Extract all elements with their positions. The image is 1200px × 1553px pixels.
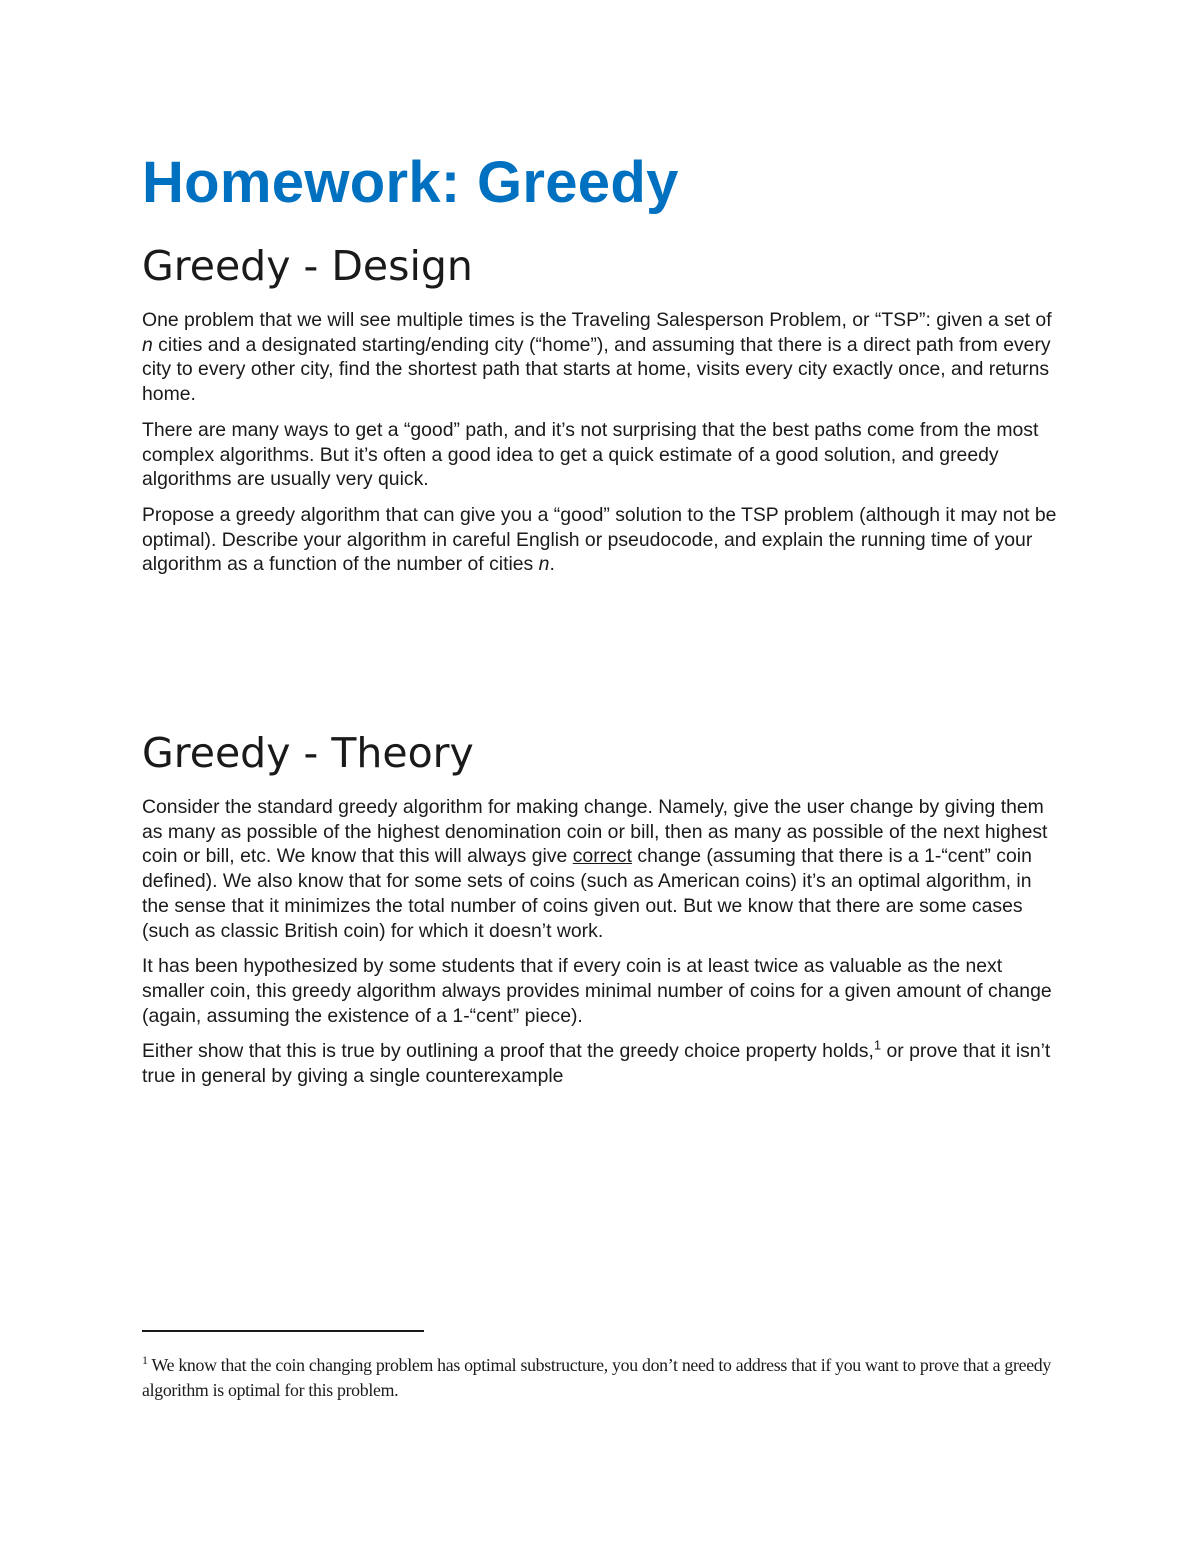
theory-paragraph-1-underlined-word: correct (572, 845, 632, 868)
footnote (142, 1353, 1062, 1402)
section-heading-design: Greedy - Design (142, 242, 473, 290)
theory-paragraph-3-text-a: Either show that this is true by outlining a proof that the greedy choice property holds, (142, 1040, 874, 1063)
section-heading-theory: Greedy - Theory (142, 729, 474, 778)
theory-paragraph-1 (142, 795, 1062, 943)
footnote-mark: 1 (142, 1353, 148, 1368)
page-title: Homework: Greedy (142, 150, 679, 215)
footnote-separator (142, 1330, 424, 1332)
theory-paragraph-3 (142, 1039, 1062, 1088)
document-body (142, 148, 1062, 1089)
design-paragraph-1-text-b: cities and a designated starting/ending city (“home”), and assuming that there is a direct path from every city to every other city, find the shortest path that starts at home, visits every city exactly once, and returns home. (142, 333, 1051, 406)
theory-paragraph-3-text-b: or prove that it isn’t true in general by giving a single counterexample (142, 1040, 1051, 1088)
design-paragraph-3-text-b: . (549, 553, 555, 576)
design-paragraph-2: There are many ways to get a “good” path, and it’s not surprising that the best paths come from the most complex algorithms. But it’s often a good idea to get a quick estimate of a good solution, and greedy algorithms are usually very quick. (142, 418, 1039, 491)
theory-paragraph-1-text-b: change (assuming that there is a 1-“cent” coin defined). We also know that for some sets of coins (such as American coins) it’s an optimal algorithm, in the sense that it minimizes the total number of coins given out. But we know that there are some cases (such as classic British coin) for which it doesn’t work. (142, 845, 1032, 942)
theory-paragraph-1-text-a: Consider the standard greedy algorithm for making change. Namely, give the user change by giving them as many as possible of the highest denomination coin or bill, then as many as possible of the next highest coin or bill, etc. We know that this will always give (142, 796, 1048, 868)
theory-paragraph-2: It has been hypothesized by some students that if every coin is at least twice as valuable as the next smaller coin, this greedy algorithm always provides minimal number of coins for a given amount of change (again, assuming the existence of a 1-“cent” piece). (142, 955, 1052, 1027)
design-paragraph-1-variable-n: n (142, 333, 153, 356)
design-paragraph-1-text-a: One problem that we will see multiple times is the Traveling Salesperson Problem, or “TSP”: given a set of (142, 309, 1052, 331)
design-paragraph-1 (142, 308, 1062, 407)
footnote-text: We know that the coin changing problem has optimal substructure, you don’t need to address that if you want to prove that a greedy algorithm is optimal for this problem. (142, 1355, 1051, 1400)
footnote-reference[interactable]: 1 (873, 1037, 882, 1053)
design-paragraph-3-variable-n: n (538, 553, 550, 576)
design-paragraph-3-text-a: Propose a greedy algorithm that can give you a “good” solution to the TSP problem (although it may not be optimal). Describe your algorithm in careful English or pseudocode, and explain the running time of your algorithm as a function of the number of cities (142, 503, 1057, 576)
design-paragraph-3 (142, 503, 1062, 577)
